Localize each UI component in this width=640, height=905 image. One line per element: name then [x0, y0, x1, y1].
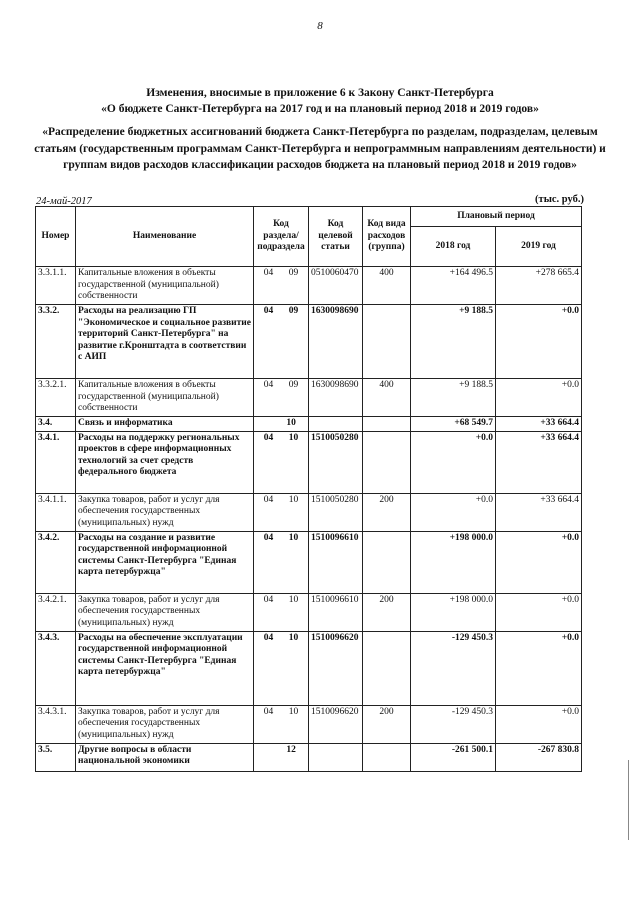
table-row [36, 743, 582, 771]
row-number: 3.3.2.1. [36, 379, 76, 417]
row-subsection: 10 [288, 532, 299, 543]
row-amount-2019: +0.0 [496, 593, 582, 631]
row-target-code: 1510050280 [309, 493, 363, 531]
col-header-target: Код целевой статьи [309, 207, 363, 267]
row-amount-2018: +9 188.5 [411, 379, 496, 417]
row-amount-2019: +33 664.4 [496, 431, 582, 493]
row-name: Закупка товаров, работ и услуг для обеспечения государственных (муниципальных) нужд [76, 493, 254, 531]
row-target-code: 1510050280 [309, 431, 363, 493]
row-number: 3.4.1.1. [36, 493, 76, 531]
col-header-expense-type: Код вида расходов (группа) [363, 207, 411, 267]
row-subsection: 10 [288, 594, 299, 605]
row-expense-type: 200 [363, 705, 411, 743]
row-expense-type [363, 431, 411, 493]
row-amount-2018: -129 450.3 [411, 705, 496, 743]
row-number: 3.4.2.1. [36, 593, 76, 631]
row-section: 04 [263, 594, 274, 605]
table-row [36, 631, 582, 705]
row-name: Расходы на реализацию ГП "Экономическое и социальное развитие территорий Санкт-Петербурга" на развитие г.Кронштадта в соответствии с АИП [76, 305, 254, 379]
row-section-code [254, 631, 309, 705]
row-section-code [254, 417, 309, 432]
row-section: 04 [263, 532, 274, 543]
row-expense-type [363, 743, 411, 771]
row-target-code: 1510096610 [309, 531, 363, 593]
row-section: 04 [263, 380, 274, 390]
row-name: Расходы на создание и развитие государственной информационной системы Санкт-Петербурга "Единая карта петербуржца" [76, 531, 254, 593]
row-number: 3.4. [36, 417, 76, 432]
table-row [36, 431, 582, 493]
row-name: Расходы на поддержку региональных проектов в сфере информационных технологий за счет средств федерального бюджета [76, 431, 254, 493]
row-number: 3.4.3.1. [36, 705, 76, 743]
row-amount-2018: +9 188.5 [411, 305, 496, 379]
row-amount-2018: +0.0 [411, 493, 496, 531]
col-header-2018: 2018 год [411, 227, 496, 267]
col-header-name: Наименование [76, 207, 254, 267]
row-target-code [309, 417, 363, 432]
row-subsection: 10 [286, 418, 296, 428]
row-number: 3.4.3. [36, 631, 76, 705]
row-amount-2019: +278 665.4 [496, 267, 582, 305]
row-name: Капитальные вложения в объекты государственной (муниципальной) собственности [76, 267, 254, 305]
row-amount-2019: +0.0 [496, 305, 582, 379]
row-expense-type: 400 [363, 267, 411, 305]
row-section: 04 [263, 706, 274, 717]
table-row [36, 267, 582, 305]
row-subsection: 09 [288, 268, 299, 278]
row-number: 3.3.2. [36, 305, 76, 379]
row-section: 04 [263, 632, 274, 643]
row-amount-2019: +33 664.4 [496, 493, 582, 531]
row-amount-2019: +0.0 [496, 631, 582, 705]
row-amount-2018: -129 450.3 [411, 631, 496, 705]
col-header-section: Код раздела/ подраздела [254, 207, 309, 267]
heading-line-1: Изменения, вносимые в приложение 6 к Закону Санкт-Петербурга [146, 87, 494, 99]
row-amount-2019: -267 830.8 [496, 743, 582, 771]
row-section-code [254, 531, 309, 593]
row-number: 3.3.1.1. [36, 267, 76, 305]
row-name: Закупка товаров, работ и услуг для обеспечения государственных (муниципальных) нужд [76, 705, 254, 743]
margin-mark [628, 760, 629, 840]
row-expense-type [363, 531, 411, 593]
table-row [36, 705, 582, 743]
row-target-code: 0510060470 [309, 267, 363, 305]
row-section-code [254, 267, 309, 305]
row-amount-2018: +198 000.0 [411, 593, 496, 631]
row-section-code [254, 493, 309, 531]
table-row [36, 493, 582, 531]
table-row [36, 593, 582, 631]
row-section-code [254, 379, 309, 417]
row-section: 04 [263, 494, 274, 505]
row-subsection: 10 [288, 432, 299, 443]
row-amount-2018: +0.0 [411, 431, 496, 493]
units-label: (тыс. руб.) [535, 194, 584, 205]
row-amount-2018: +68 549.7 [411, 417, 496, 432]
row-subsection: 10 [288, 706, 299, 717]
row-expense-type: 200 [363, 593, 411, 631]
row-number: 3.4.1. [36, 431, 76, 493]
row-name: Капитальные вложения в объекты государственной (муниципальной) собственности [76, 379, 254, 417]
row-section-code [254, 431, 309, 493]
row-target-code: 1510096620 [309, 631, 363, 705]
row-expense-type [363, 417, 411, 432]
row-section: 04 [263, 432, 274, 443]
row-section-code [254, 705, 309, 743]
document-subheading: «Распределение бюджетных ассигнований бюджета Санкт-Петербурга по разделам, подразделам, целевым статьям (государственным программам Санкт-Петербурга и непрограммным направлениям деятельности) и группам видов расходов классификации расходов бюджета на плановый период 2018 и 2019 годов» [34, 126, 606, 171]
table-row [36, 305, 582, 379]
budget-table [35, 206, 582, 772]
row-amount-2019: +33 664.4 [496, 417, 582, 432]
row-amount-2018: +198 000.0 [411, 531, 496, 593]
row-section-code [254, 743, 309, 771]
row-number: 3.4.2. [36, 531, 76, 593]
row-amount-2018: +164 496.5 [411, 267, 496, 305]
table-row [36, 531, 582, 593]
document-date: 24-май-2017 [36, 196, 92, 207]
table-row [36, 379, 582, 417]
row-target-code: 1510096610 [309, 593, 363, 631]
row-subsection: 09 [288, 380, 299, 390]
row-expense-type [363, 305, 411, 379]
row-target-code: 1630098690 [309, 305, 363, 379]
row-subsection: 10 [288, 632, 299, 643]
col-header-number: Номер [36, 207, 76, 267]
row-expense-type: 400 [363, 379, 411, 417]
row-section-code [254, 305, 309, 379]
row-name: Связь и информатика [76, 417, 254, 432]
row-target-code [309, 743, 363, 771]
row-section: 04 [263, 268, 274, 278]
row-target-code: 1630098690 [309, 379, 363, 417]
row-amount-2018: -261 500.1 [411, 743, 496, 771]
row-amount-2019: +0.0 [496, 705, 582, 743]
row-section-code [254, 593, 309, 631]
row-expense-type [363, 631, 411, 705]
row-expense-type: 200 [363, 493, 411, 531]
col-header-plan-period: Плановый период [411, 207, 582, 227]
row-amount-2019: +0.0 [496, 531, 582, 593]
row-amount-2019: +0.0 [496, 379, 582, 417]
table-row [36, 417, 582, 432]
row-subsection: 12 [286, 744, 296, 755]
row-name: Другие вопросы в области национальной экономики [76, 743, 254, 771]
page-number: 8 [317, 20, 323, 32]
heading-line-2: «О бюджете Санкт-Петербурга на 2017 год и на плановый период 2018 и 2019 годов» [101, 103, 539, 115]
col-header-2019: 2019 год [496, 227, 582, 267]
row-subsection: 09 [288, 306, 299, 316]
row-subsection: 10 [288, 494, 299, 505]
row-number: 3.5. [36, 743, 76, 771]
row-name: Закупка товаров, работ и услуг для обеспечения государственных (муниципальных) нужд [76, 593, 254, 631]
document-heading [20, 85, 620, 117]
row-section: 04 [263, 306, 274, 316]
row-name: Расходы на обеспечение эксплуатации государственной информационной системы Санкт-Петербурга "Единая карта петербуржца" [76, 631, 254, 705]
row-target-code: 1510096620 [309, 705, 363, 743]
